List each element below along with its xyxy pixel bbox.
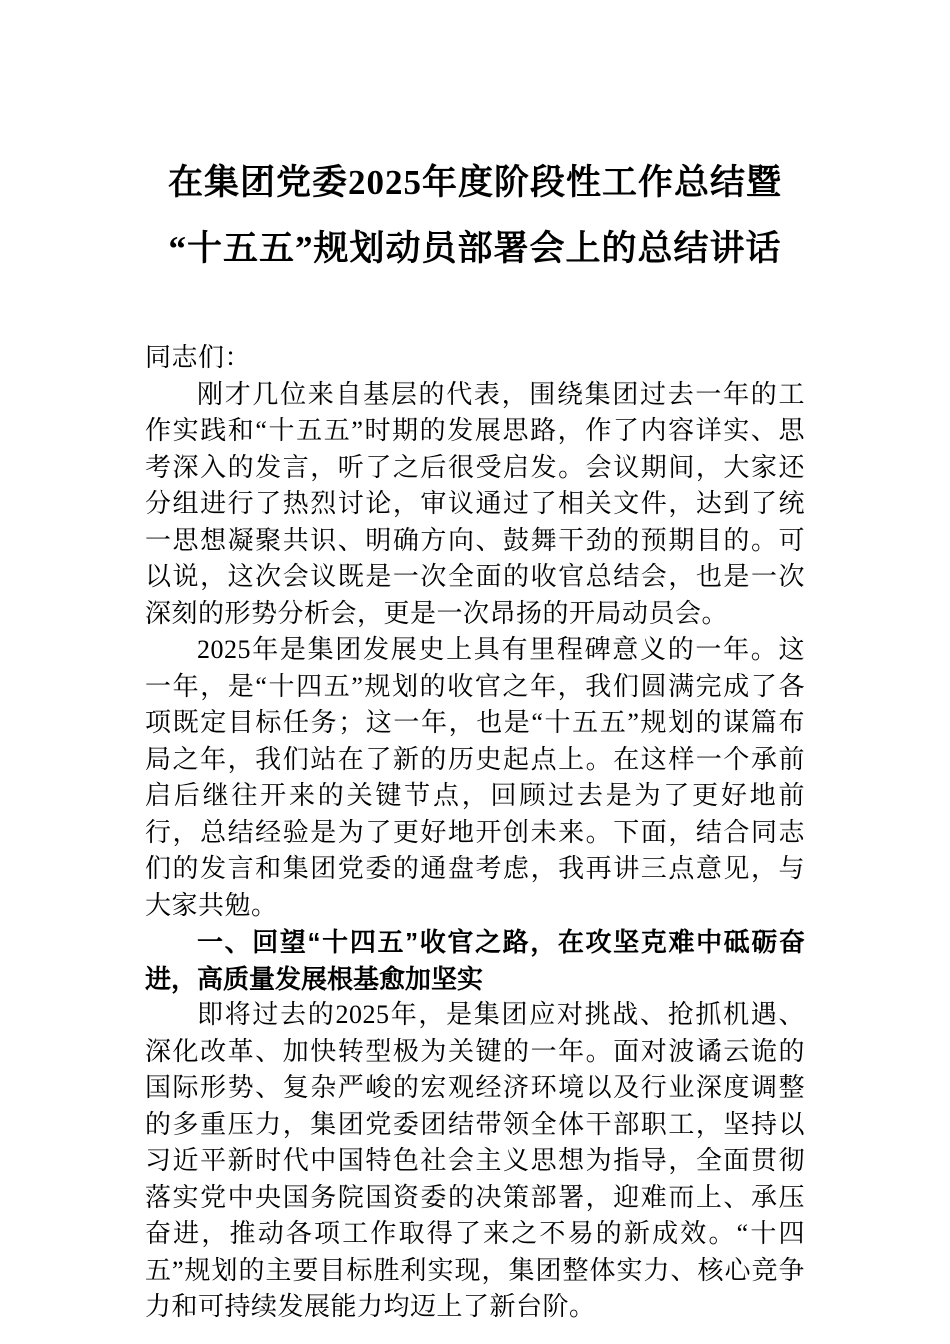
section-heading-1: 一、回望“十四五”收官之路，在攻坚克难中砥砺奋进，高质量发展根基愈加坚实 bbox=[145, 927, 805, 994]
salutation: 同志们： bbox=[145, 343, 252, 372]
paragraph-2025-milestone: 2025年是集团发展史上具有里程碑意义的一年。这一年，是“十四五”规划的收官之年，我们圆满完成了各项既定目标任务；这一年，也是“十五五”规划的谋篇布局之年，我们站在了新的历史起点上。在这样一个承前启后继往开来的关键节点，回顾过去是为了更好地前行，总结经验是为了更好地开创未来。下面，结合同志们的发言和集团党委的通盘考虑，我再讲三点意见，与大家共勉。 bbox=[145, 635, 805, 920]
document-title-line-2: “十五五”规划动员部署会上的总结讲话 bbox=[168, 229, 782, 268]
paragraph-meeting-summary: 刚才几位来自基层的代表，围绕集团过去一年的工作实践和“十五五”时期的发展思路，作了内容详实、思考深入的发言，听了之后很受启发。会议期间，大家还分组进行了热烈讨论，审议通过了相关文件，达到了统一思想凝聚共识、明确方向、鼓舞干劲的预期目的。可以说，这次会议既是一次全面的收官总结会，也是一次深刻的形势分析会，更是一次昂扬的开局动员会。 bbox=[145, 379, 805, 628]
document-body bbox=[145, 340, 805, 1326]
paragraph-achievements: 即将过去的2025年，是集团应对挑战、抢抓机遇、深化改革、加快转型极为关键的一年。面对波谲云诡的国际形势、复杂严峻的宏观经济环境以及行业深度调整的多重压力，集团党委团结带领全体干部职工，坚持以习近平新时代中国特色社会主义思想为指导，全面贯彻落实党中央国务院国资委的决策部署，迎难而上、承压奋进，推动各项工作取得了来之不易的新成效。“十四五”规划的主要目标胜利实现，集团整体实力、核心竞争力和可持续发展能力均迈上了新台阶。 bbox=[145, 1000, 805, 1321]
document-title bbox=[145, 150, 805, 282]
document-title-line-1: 在集团党委2025年度阶段性工作总结暨 bbox=[167, 163, 782, 202]
